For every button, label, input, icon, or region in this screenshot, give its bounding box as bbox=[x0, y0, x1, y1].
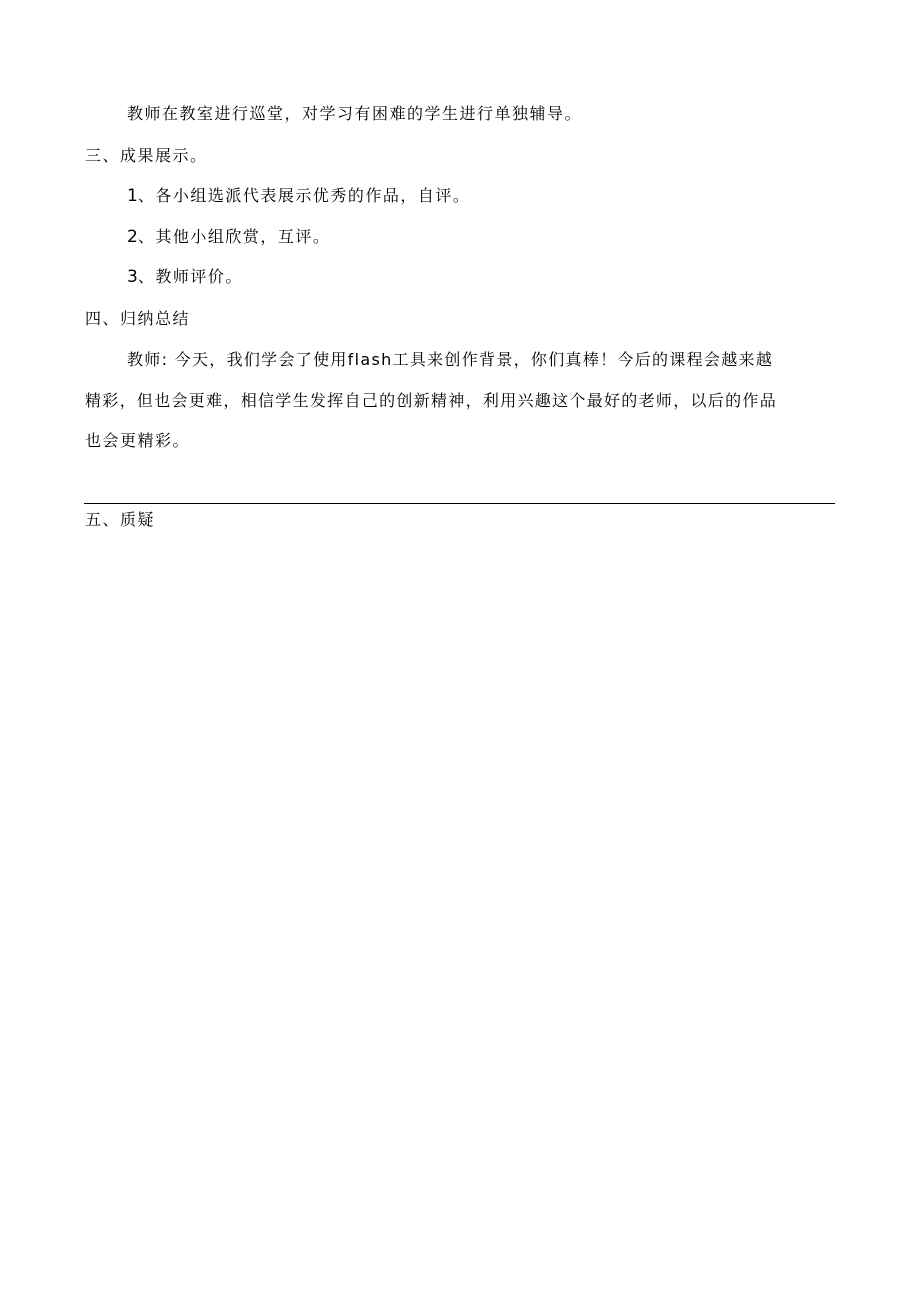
list-item-3-text: 、教师评价。 bbox=[137, 267, 243, 286]
paragraph-tutoring: 教师在教室进行巡堂，对学习有困难的学生进行单独辅导。 bbox=[127, 104, 583, 123]
summary-paragraph-line-1: 教师: 今天，我们学会了使用flash工具来创作背景，你们真棒！今后的课程会越来越 bbox=[127, 350, 774, 369]
section-heading-results-display: 三、成果展示。 bbox=[85, 146, 208, 165]
list-item-3-number: 3 bbox=[127, 267, 138, 287]
list-item-2-number: 2 bbox=[127, 227, 138, 247]
list-item-1-text: 、各小组选派代表展示优秀的作品，自评。 bbox=[137, 186, 471, 205]
list-item-3 bbox=[127, 267, 243, 287]
section-heading-summary: 四、归纳总结 bbox=[85, 309, 191, 328]
list-item-2 bbox=[127, 227, 330, 247]
summary-paragraph-line-3: 也会更精彩。 bbox=[85, 431, 191, 450]
summary-paragraph-line-2: 精彩，但也会更难，相信学生发挥自己的创新精神，利用兴趣这个最好的老师，以后的作品 bbox=[85, 391, 778, 410]
list-item-1-number: 1 bbox=[127, 186, 138, 206]
section-heading-questions: 五、质疑 bbox=[85, 510, 156, 529]
list-item-1 bbox=[127, 186, 470, 206]
list-item-2-text: 、其他小组欣赏，互评。 bbox=[137, 227, 331, 246]
horizontal-divider bbox=[84, 503, 835, 504]
